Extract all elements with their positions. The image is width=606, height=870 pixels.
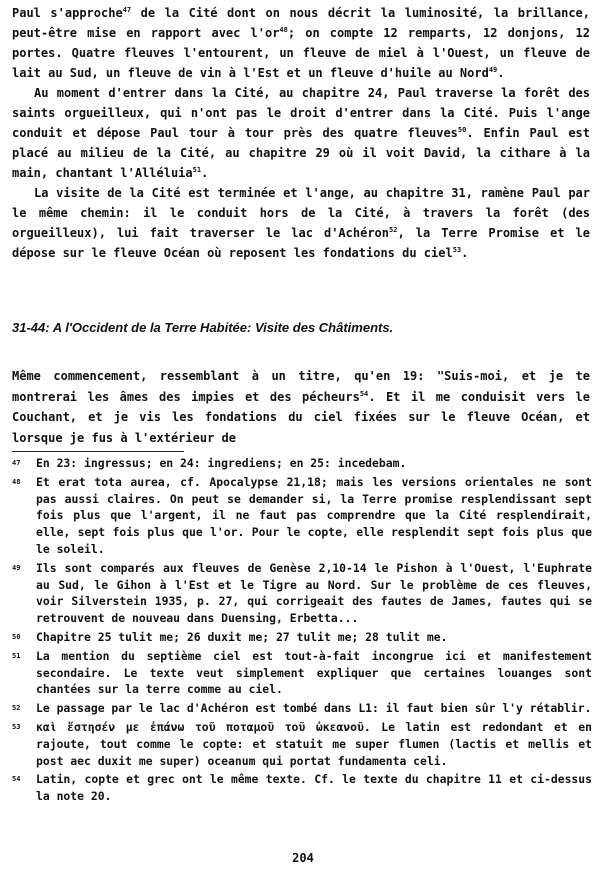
footnote-51 (12, 648, 592, 698)
footnote-divider (12, 451, 184, 452)
footnote-number: 53 (12, 722, 21, 731)
footnote-text: Et erat tota aurea, cf. Apocalypse 21,18; mais les versions orientales ne sont pas aussi claires. On peut se demander si, la Terre promise resplendissant sept fois plus que l'argent, il ne faut pas comprendre que la Cité resplendirait, elle, sept fois plus que l'or. Pour le copte, elle resplendit sept fois plus que le soleil. (36, 474, 592, 556)
footnote-ref: 50 (457, 126, 467, 134)
footnote-ref: 47 (122, 6, 132, 14)
text-run: . (201, 166, 209, 180)
footnote-ref: 52 (389, 226, 398, 234)
text-run: . (461, 246, 469, 260)
footnote-number: 54 (12, 775, 21, 784)
footnote-text: Le passage par le lac d'Achéron est tombé dans L1: il faut bien sûr l'y rétablir. (36, 701, 592, 716)
footnotes (12, 455, 592, 807)
footnote-48 (12, 474, 592, 558)
paragraph-chastisements (12, 366, 590, 448)
footnote-50 (12, 629, 592, 646)
footnote-ref: 48 (279, 26, 288, 34)
text-run: , la Terre Promise et le dépose sur le fleuve Océan où reposent les fondations du ciel (12, 226, 591, 260)
footnote-number: 52 (12, 704, 21, 713)
paragraph-city-entry (12, 83, 590, 183)
footnote-47 (12, 455, 592, 472)
main-text (12, 3, 590, 263)
text-run: Au moment d'entrer dans la Cité, au chapitre 24, Paul traverse la forêt des saints orgueilleux, qui n'ont pas le droit d'entrer dans la Cité. Puis l'ange conduit et dépose Paul tour à tour près des quatre fleuves (12, 86, 590, 140)
footnote-text: Chapitre 25 tulit me; 26 duxit me; 27 tulit me; 28 tulit me. (36, 629, 448, 644)
footnote-ref: 53 (452, 246, 462, 254)
footnote-text: La mention du septième ciel est tout-à-fait incongrue ici et manifestement secondaire. Le texte veut simplement expliquer que certaines louanges sont chantées sur la terre comme au ciel. (36, 648, 592, 697)
footnote-ref: 51 (192, 166, 202, 174)
footnote-text: καὶ ἔστησέν με ἐπάνω τοῦ ποταμοῦ τοῦ ὠκεανοῦ. Le latin est redondant et en rajoute, tout comme le copte: et statuit me super flumen (lactis et mellis et post aec duxit me super) oceanum qui portat fundamenta celi. (36, 719, 592, 768)
paragraph-city-approach (12, 3, 590, 83)
footnote-number: 47 (12, 459, 21, 467)
footnote-text: Ils sont comparés aux fleuves de Genèse 2,10-14 le Pishon à l'Ouest, l'Euphrate au Sud, le Gihon à l'Est et le Tigre au Nord. Sur le problème de ces fleuves, voir Silverstein 1935, p. 27, qui corrigeait des fautes de James, fautes qui se retrouvent de nouveau dans Duensing, Erbetta... (36, 560, 592, 626)
footnote-number: 51 (12, 651, 21, 660)
paragraph-city-exit (12, 183, 590, 263)
text-run: de la Cité dont on nous décrit la luminosité, la brillance, peut-être mise en rapport avec l'or (12, 6, 590, 40)
text-run: . (497, 66, 505, 80)
text-run: Même commencement, ressemblant à un titre, qu'en 19: "Suis-moi, et je te montrerai les âmes des impies et des pécheurs (12, 369, 590, 404)
section-heading: 31-44: A l'Occident de la Terre Habitée: Visite des Châtiments. (12, 320, 394, 335)
footnote-ref: 54 (359, 389, 369, 398)
text-run: . Et il me conduisit vers le Couchant, et je vis les fondations du ciel fixées sur le fleuve Océan, et lorsque je fus à l'extérieur de (12, 389, 590, 445)
footnote-53 (12, 719, 592, 769)
text-run: La visite de la Cité est terminée et l'ange, au chapitre 31, ramène Paul par le même chemin: il le conduit hors de la Cité, à travers la forêt (des orgueilleux), lui fait traverser le lac d'Achéron (12, 186, 590, 240)
text-run: ; on compte 12 remparts, 12 donjons, 12 portes. Quatre fleuves l'entourent, un fleuve de miel à l'Ouest, un fleuve de lait au Sud, un fleuve de vin à l'Est et un fleuve d'huile au Nord (12, 26, 590, 80)
footnote-text: En 23: ingressus; en 24: ingrediens; en 25: incedebam. (36, 456, 407, 470)
footnote-number: 49 (12, 563, 21, 572)
footnote-52 (12, 700, 592, 717)
footnote-49 (12, 560, 592, 627)
footnote-ref: 49 (488, 66, 498, 74)
footnote-number: 48 (12, 477, 21, 486)
footnote-number: 50 (12, 632, 21, 641)
text-run: Paul s'approche (12, 6, 123, 20)
text-run: . Enfin Paul est placé au milieu de la Cité, au chapitre 29 où il voit David, la cithare à la main, chantant l'Alléluia (12, 126, 590, 180)
footnote-54 (12, 771, 592, 805)
page-number: 204 (292, 851, 314, 865)
footnote-text: Latin, copte et grec ont le même texte. Cf. le texte du chapitre 11 et ci-dessus la note 20. (36, 772, 592, 804)
